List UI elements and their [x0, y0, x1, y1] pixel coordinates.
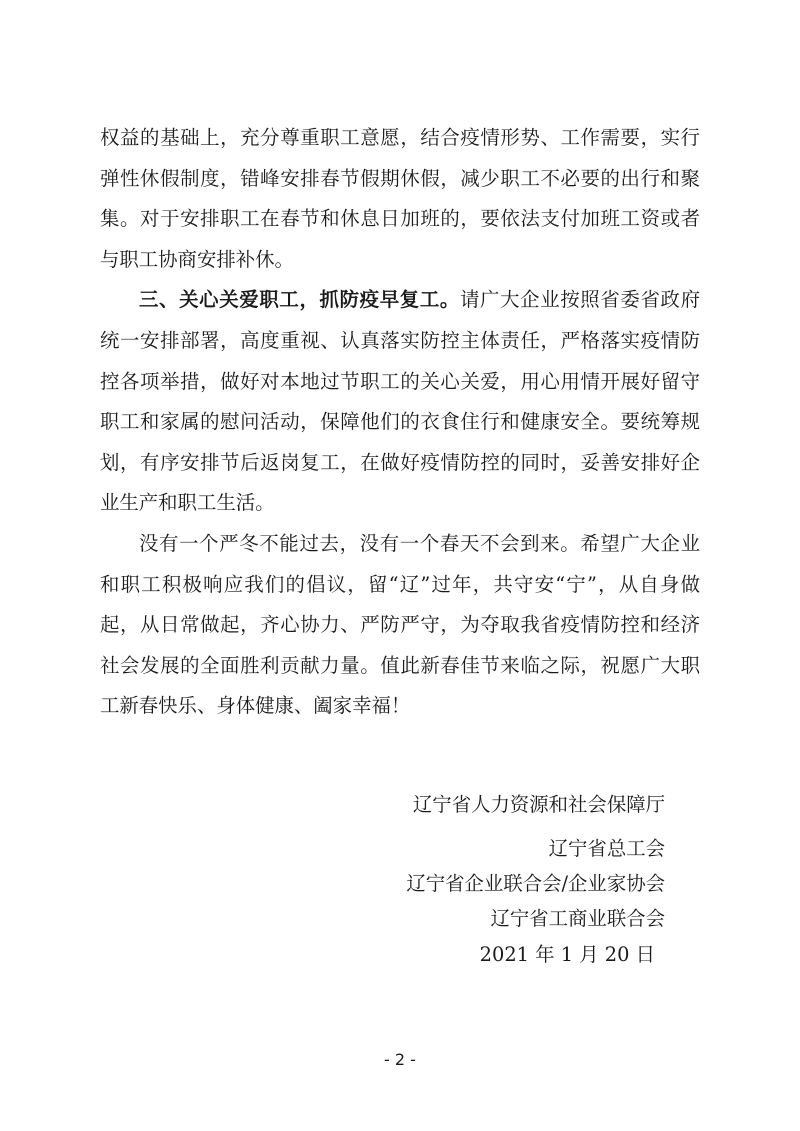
page-number: - 2 - — [384, 1050, 416, 1069]
section-3-paragraph — [100, 280, 700, 524]
document-body — [100, 118, 700, 727]
signatory-hrss-department: 辽宁省人力资源和社会保障厅 — [412, 793, 665, 816]
signatory-federation-of-industry-commerce: 辽宁省工商业联合会 — [490, 907, 665, 930]
closing-paragraph: 没有一个严冬不能过去，没有一个春天不会到来。希望广大企业和职工积极响应我们的倡议，留“辽”过年，共守安“宁”，从自身做起，从日常做起，齐心协力、严防严守，为夺取我省疫情防控和经济社会发展的全面胜利贡献力量。值此新春佳节来临之际，祝愿广大职工新春快乐、身体健康、阖家幸福！ — [100, 531, 700, 718]
section-3-heading: 三、关心关爱职工，抓防疫早复工。 — [139, 288, 460, 312]
signatory-federation-of-trade-unions: 辽宁省总工会 — [548, 837, 665, 860]
document-date: 2021 年 1 月 20 日 — [479, 943, 655, 966]
signatory-enterprise-confederation: 辽宁省企业联合会/企业家协会 — [406, 872, 665, 895]
paragraph-continuation: 权益的基础上，充分尊重职工意愿，结合疫情形势、工作需要，实行弹性休假制度，错峰安排春节假期休假，减少职工不必要的出行和聚集。对于安排职工在春节和休息日加班的，要依法支付加班工资或者与职工协商安排补休。 — [100, 126, 700, 271]
section-3-body: 请广大企业按照省委省政府统一安排部署，高度重视、认真落实防控主体责任，严格落实疫情防控各项举措，做好对本地过节职工的关心关爱，用心用情开展好留守职工和家属的慰问活动，保障他们的衣食住行和健康安全。要统筹规划，有序安排节后返岗复工，在做好疫情防控的同时，妥善安排好企业生产和职工生活。 — [100, 288, 700, 515]
